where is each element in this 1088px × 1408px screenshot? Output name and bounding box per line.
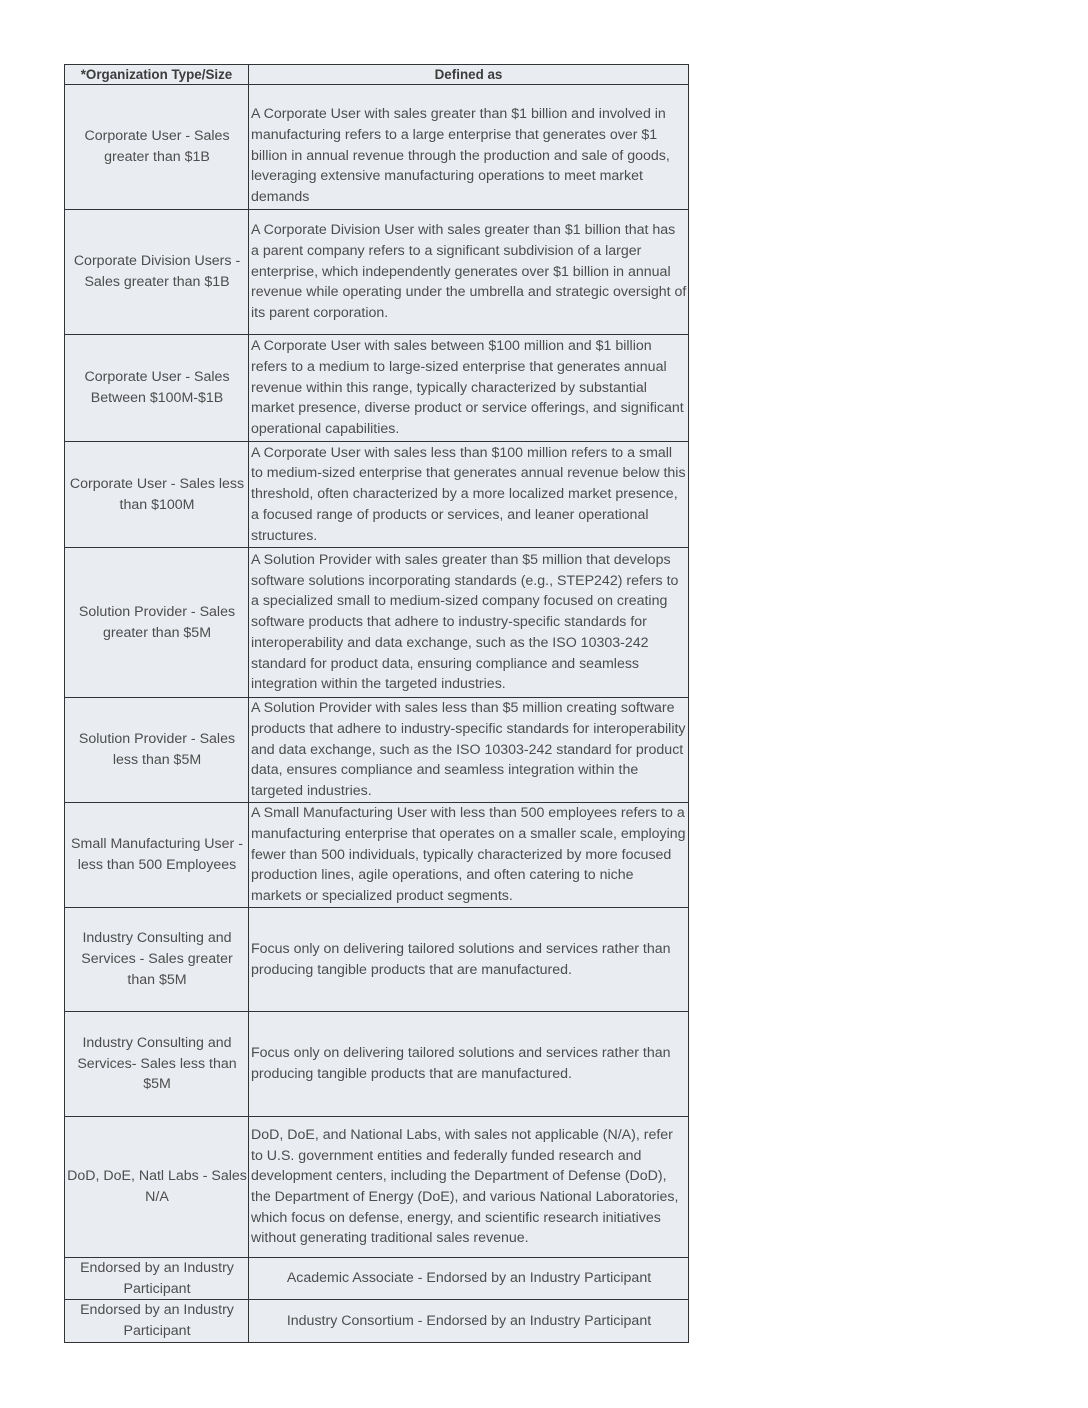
definition-cell: DoD, DoE, and National Labs, with sales not applicable (N/A), refer to U.S. government entities and federally funded research and development centers, including the Department of Defense (DoD), the Department of Energy (DoE), and various National Laboratories, which focus on defense, energy, and scientific research initiatives without generating traditional sales revenue. [249,1117,689,1258]
table-row [65,548,689,698]
table-row [65,1117,689,1258]
organization-type-cell: Endorsed by an Industry Participant [65,1300,249,1342]
table-row [65,1258,689,1300]
organization-type-cell: Industry Consulting and Services - Sales greater than $5M [65,908,249,1012]
header-row [65,65,689,85]
organization-type-cell: Small Manufacturing User - less than 500 Employees [65,803,249,908]
definition-cell: Academic Associate - Endorsed by an Industry Participant [249,1258,689,1300]
definition-cell: Industry Consortium - Endorsed by an Industry Participant [249,1300,689,1342]
definition-cell: Focus only on delivering tailored solutions and services rather than producing tangible products that are manufactured. [249,1012,689,1117]
table-row [65,1300,689,1342]
header-defined-as: Defined as [249,65,689,85]
table-row [65,1012,689,1117]
definition-cell: A Corporate User with sales less than $100 million refers to a small to medium-sized enterprise that generates annual revenue below this threshold, often characterized by a more localized market presence, a focused range of products or services, and leaner operational structures. [249,442,689,548]
definition-cell: A Corporate Division User with sales greater than $1 billion that has a parent company refers to a significant subdivision of a larger enterprise, which independently generates over $1 billion in annual revenue while operating under the umbrella and strategic oversight of its parent corporation. [249,210,689,335]
definition-cell: A Small Manufacturing User with less than 500 employees refers to a manufacturing enterprise that operates on a smaller scale, employing fewer than 500 individuals, typically characterized by more focused production lines, agile operations, and often catering to niche markets or specialized product segments. [249,803,689,908]
definition-cell: A Corporate User with sales greater than $1 billion and involved in manufacturing refers to a large enterprise that generates over $1 billion in annual revenue through the production and sale of goods, leveraging extensive manufacturing operations to meet market demands [249,85,689,210]
header-organization-type: *Organization Type/Size [65,65,249,85]
table-row [65,210,689,335]
table-row [65,803,689,908]
table-row [65,698,689,803]
definition-cell: A Solution Provider with sales less than $5 million creating software products that adhere to industry-specific standards for interoperability and data exchange, such as the ISO 10303-242 standard for product data, ensures compliance and seamless integration within the targeted industries. [249,698,689,803]
table-row [65,908,689,1012]
table-row [65,85,689,210]
definition-cell: Focus only on delivering tailored solutions and services rather than producing tangible products that are manufactured. [249,908,689,1012]
organization-type-cell: Solution Provider - Sales less than $5M [65,698,249,803]
organization-type-cell: Industry Consulting and Services- Sales less than $5M [65,1012,249,1117]
organization-type-cell: Corporate User - Sales less than $100M [65,442,249,548]
organization-type-cell: Corporate User - Sales Between $100M-$1B [65,335,249,442]
table-row [65,442,689,548]
organization-type-table [64,64,689,1343]
definition-cell: A Corporate User with sales between $100 million and $1 billion refers to a medium to large-sized enterprise that generates annual revenue within this range, typically characterized by substantial market presence, diverse product or service offerings, and significant operational capabilities. [249,335,689,442]
organization-type-cell: Solution Provider - Sales greater than $5M [65,548,249,698]
organization-type-cell: Corporate Division Users - Sales greater than $1B [65,210,249,335]
table-row [65,335,689,442]
definition-cell: A Solution Provider with sales greater than $5 million that develops software solutions incorporating standards (e.g., STEP242) refers to a specialized small to medium-sized company focused on creating software products that adhere to industry-specific standards for interoperability and data exchange, such as the ISO 10303-242 standard for product data, ensuring compliance and seamless integration within the targeted industries. [249,548,689,698]
organization-type-cell: Endorsed by an Industry Participant [65,1258,249,1300]
organization-type-cell: DoD, DoE, Natl Labs - Sales N/A [65,1117,249,1258]
organization-type-cell: Corporate User - Sales greater than $1B [65,85,249,210]
